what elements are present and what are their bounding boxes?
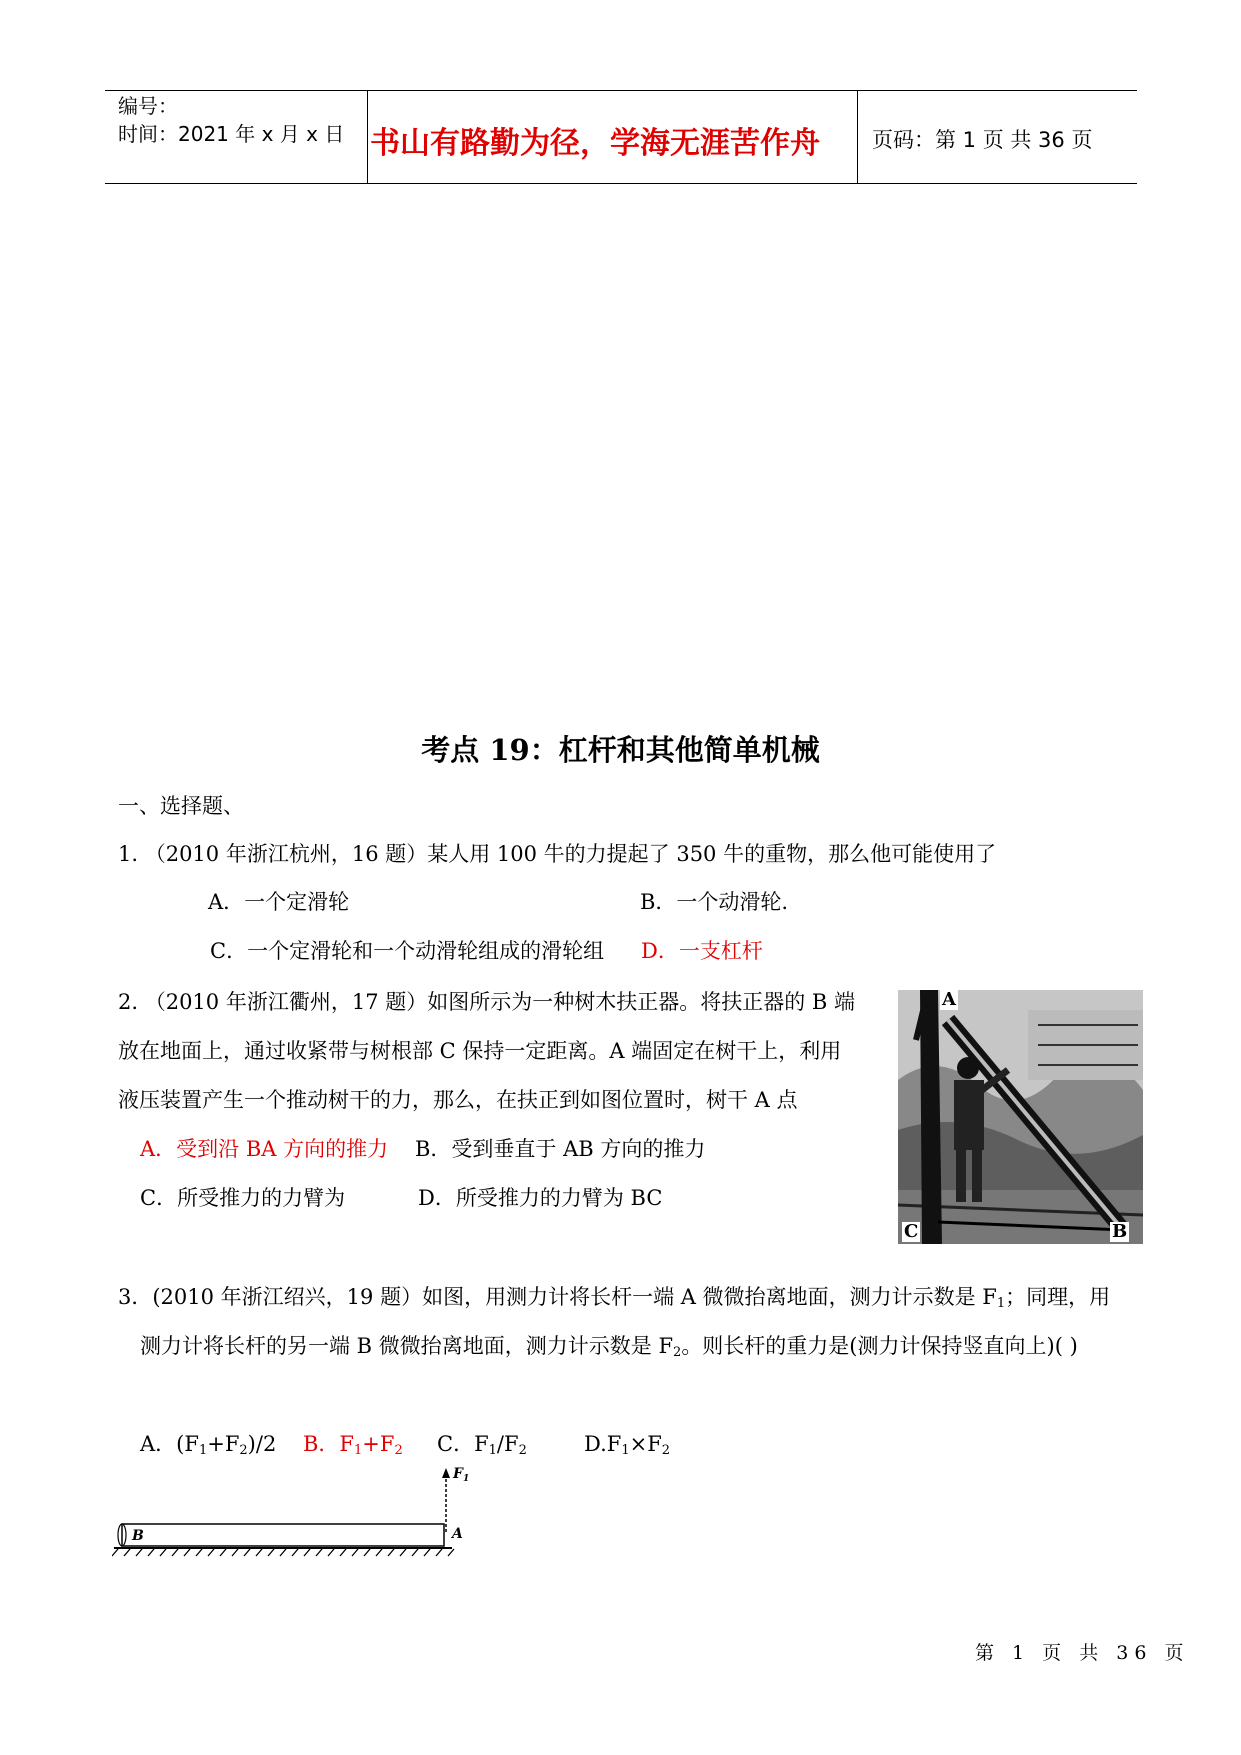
q3-option-d-sub2: 2 <box>661 1443 671 1458</box>
q1-option-a: A．一个定滑轮 <box>208 890 350 914</box>
header-number-label: 编号： <box>118 94 178 118</box>
q3-option-b-answer <box>303 1430 403 1458</box>
q3-option-c-sub2: 2 <box>518 1443 527 1458</box>
q3-option-d <box>584 1430 670 1458</box>
q3-figure-label-b: B <box>132 1528 144 1544</box>
q3-line-2 <box>140 1332 1078 1360</box>
q3-option-d-mid: ×F <box>629 1432 662 1456</box>
q3-option-c-sub1: 1 <box>488 1443 497 1458</box>
q3-option-b-text: B．F <box>303 1432 355 1456</box>
q2-photo-label-a: A <box>942 990 956 1010</box>
q1-option-c: C．一个定滑轮和一个动滑轮组成的滑轮组 <box>210 939 605 963</box>
q2-line-3: 液压装置产生一个推动树干的力，那么，在扶正到如图位置时，树干 A 点 <box>118 1088 798 1112</box>
q3-line-2-tail: 。则长杆的重力是(测力计保持竖直向上)( ) <box>681 1334 1078 1358</box>
q3-option-a <box>140 1430 276 1458</box>
footer-page-number: 第 1 页 共 36 页 <box>975 1642 1190 1664</box>
q2-line-2: 放在地面上，通过收紧带与树根部 C 保持一定距离。A 端固定在树干上，利用 <box>118 1039 842 1063</box>
q3-option-c-mid: /F <box>496 1432 519 1456</box>
q2-photo-tree-straightener <box>898 990 1143 1244</box>
q3-option-b-sub2: 2 <box>394 1443 403 1458</box>
header-page-label: 页码：第 1 页 共 36 页 <box>872 128 1093 152</box>
q3-option-b-sub1: 1 <box>354 1443 363 1458</box>
q3-option-d-text: D.F <box>584 1432 622 1456</box>
q3-figure-f1-sub: 1 <box>462 1474 470 1484</box>
q3-option-c-text: C．F <box>437 1432 489 1456</box>
q1-option-d-answer: D．一支杠杆 <box>641 939 763 963</box>
q3-figure-label-f1 <box>453 1466 469 1482</box>
q2-photo-label-b: B <box>1112 1221 1128 1242</box>
q3-line-1-sub: 1 <box>996 1296 1006 1311</box>
q2-photo-drawing <box>898 990 1143 1244</box>
section-heading: 一、选择题、 <box>118 794 244 818</box>
q3-option-b-mid: +F <box>362 1432 395 1456</box>
header-divider-left <box>367 90 368 184</box>
q1-stem: 1. （2010 年浙江杭州，16 题）某人用 100 牛的力提起了 350 牛的重物，那么他可能使用了 <box>118 842 997 866</box>
q3-option-a-mid: +F <box>207 1432 240 1456</box>
q3-option-a-sub2: 2 <box>239 1443 248 1458</box>
q3-option-a-text: A．(F <box>140 1432 199 1456</box>
q3-line-1 <box>118 1283 1110 1311</box>
q3-figure-f1-text: F <box>453 1466 463 1482</box>
q3-figure-rod <box>112 1460 472 1565</box>
q3-line-2-text: 测力计将长杆的另一端 B 微微抬离地面，测力计示数是 F <box>140 1334 674 1358</box>
q3-option-a-tail: )/2 <box>247 1432 277 1456</box>
q2-option-d: D．所受推力的力臂为 BC <box>418 1186 663 1210</box>
q3-option-a-sub1: 1 <box>198 1443 208 1458</box>
q2-option-a-answer: A．受到沿 BA 方向的推力 <box>140 1137 389 1161</box>
q3-line-1-text: 3．(2010 年浙江绍兴，19 题）如图，用测力计将长杆一端 A 微微抬离地面，测力计示数是 F <box>118 1285 997 1309</box>
q1-option-b: B．一个动滑轮. <box>640 890 789 914</box>
q3-option-d-sub1: 1 <box>621 1443 630 1458</box>
q3-figure-drawing <box>112 1460 472 1565</box>
q2-photo-label-c: C <box>904 1221 919 1242</box>
q3-option-c <box>437 1430 527 1458</box>
q2-line-1: 2. （2010 年浙江衢州，17 题）如图所示为一种树木扶正器。将扶正器的 B 端 <box>118 990 856 1014</box>
q3-figure-label-a: A <box>452 1526 463 1542</box>
header-time-label: 时间：2021 年 x 月 x 日 <box>118 122 345 146</box>
q3-line-1-tail: ；同理，用 <box>1005 1285 1111 1309</box>
page-title: 考点 19：杠杆和其他简单机械 <box>421 733 820 767</box>
header-motto: 书山有路勤为径，学海无涯苦作舟 <box>370 126 820 161</box>
q2-option-c: C．所受推力的力臂为 <box>140 1186 346 1210</box>
q2-option-b: B．受到垂直于 AB 方向的推力 <box>415 1137 706 1161</box>
header-top-rule <box>105 90 1137 91</box>
q3-line-2-sub: 2 <box>673 1345 682 1360</box>
header-bottom-rule <box>105 183 1137 184</box>
